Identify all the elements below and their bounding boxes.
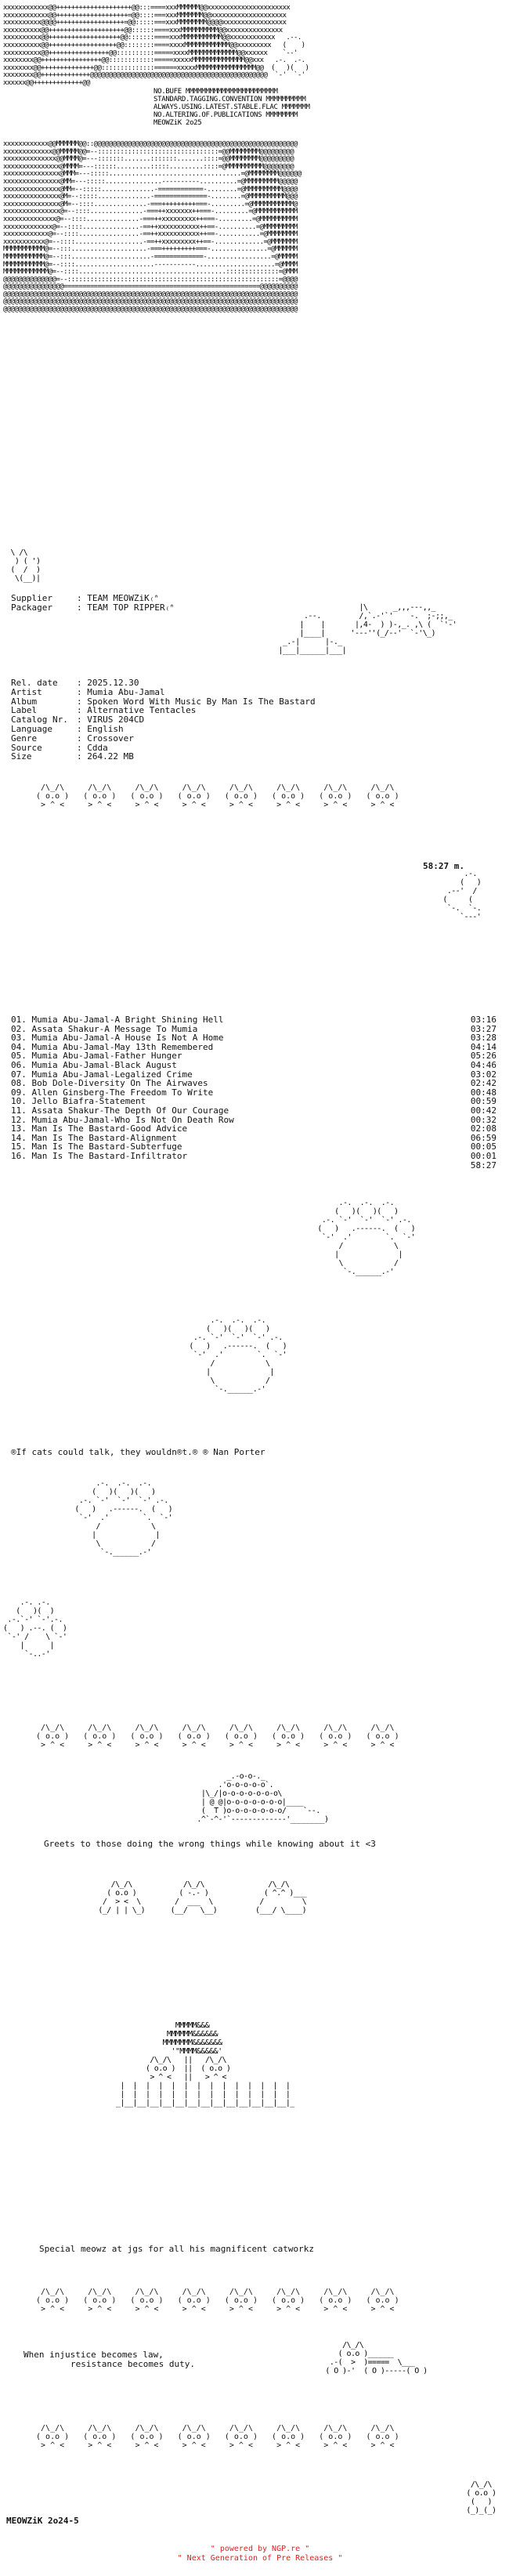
special-text: Special meowz at jgs for all his magnificent catworkz bbox=[39, 2244, 314, 2254]
track-title: Bob Dole-Diversity On The Airwaves bbox=[31, 1078, 208, 1089]
field-value: : English bbox=[77, 723, 124, 734]
footer-line-2: " Next Generation of Pre Releases " bbox=[177, 2554, 343, 2563]
track-title: Assata Shakur-A Message To Mumia bbox=[31, 1023, 198, 1034]
supplier-value: : TEAM MEOWZiK₍ᐢ bbox=[77, 593, 158, 603]
track-title: Man Is The Bastard-Subterfuge bbox=[31, 1141, 182, 1152]
greets-text: Greets to those doing the wrong things while knowing about it <3 bbox=[44, 1839, 376, 1849]
field-label: Rel. date bbox=[11, 678, 58, 688]
track-time: 00:05 bbox=[470, 1141, 497, 1152]
track-title: Man Is The Bastard-Good Advice bbox=[31, 1123, 188, 1134]
track-time: 00:42 bbox=[470, 1105, 497, 1116]
track-num: 08. bbox=[11, 1078, 27, 1089]
track-time: 02:08 bbox=[470, 1123, 497, 1134]
track-num: 06. bbox=[11, 1059, 27, 1070]
credits-block bbox=[11, 594, 174, 613]
release-info bbox=[11, 678, 316, 762]
tracklist-total: 58:27 bbox=[470, 1160, 497, 1170]
track-num: 04. bbox=[11, 1041, 27, 1052]
field-label: Size bbox=[11, 751, 32, 762]
track-title: Mumia Abu-Jamal-Black August bbox=[31, 1059, 177, 1070]
footer-line-1: " powered by NGP.re " bbox=[210, 2545, 310, 2553]
field-value: : Alternative Tentacles bbox=[77, 705, 197, 716]
signature: MEOWZiK 2o24-5 bbox=[6, 2516, 79, 2526]
field-value: : Mumia Abu-Jamal bbox=[77, 686, 165, 697]
cat-faces-row-4: /\_/\ /\_/\ /\_/\ /\_/\ /\_/\ /\_/\ /\_/\ /\_/\ ( o.o ) ( o.o ) ( o.o ) ( o.o ) ( o.o ) ( o.o ) ( o.o ) ( o.o ) > ^ < > ^ < > ^ < > ^ < > ^ < > ^ < > ^ < > ^ < bbox=[36, 2424, 399, 2450]
cat-faces-row-2: /\_/\ /\_/\ /\_/\ /\_/\ /\_/\ /\_/\ /\_/\ /\_/\ ( o.o ) ( o.o ) ( o.o ) ( o.o ) ( o.o ) ( o.o ) ( o.o ) ( o.o ) > ^ < > ^ < > ^ < > ^ < > ^ < > ^ < > ^ < > ^ < bbox=[36, 1724, 399, 1749]
track-title: Jello Biafra-Statement bbox=[31, 1096, 146, 1107]
field-value: : 2025.12.30 bbox=[77, 678, 139, 688]
track-time: 03:02 bbox=[470, 1069, 497, 1080]
supplier-label: Supplier bbox=[11, 593, 52, 603]
total-time: 58:27 m. bbox=[423, 861, 464, 871]
injustice-line-1: When injustice becomes law, bbox=[23, 2350, 164, 2360]
track-num: 09. bbox=[11, 1087, 27, 1098]
track-time: 03:28 bbox=[470, 1033, 497, 1044]
paw-print-art-1: .-. .-. .-. ( )( )( ) .-. `-' `-' `-' .-. ( ) .------. ( ) `-' .' `. `-' / \ | | \ / `-.______.-' bbox=[317, 1199, 416, 1276]
garden-cats-art: MMMMM&&& MMMMMM&&&&&& MMMMMMM&&&&&&& '"MMMM&&&&&' /\_/\ || /\_/\ ( o.o ) || ( o.o ) > ^ < || > ^ < | | | | | | | | | | | | | | | | | | | | | | | | | | | | _|__|__|__|__|__|__|__|__|__|__|__|__|__|_ bbox=[116, 2021, 294, 2107]
track-title: Allen Ginsberg-The Freedom To Write bbox=[31, 1087, 214, 1098]
corner-cat-art: /\_/\ ( o.o ) ( ) (_)_(_) bbox=[466, 2480, 497, 2515]
banner-line-1: NO.BUFE MMMMMMMMMMMMMMMMMMMMMMM bbox=[153, 88, 278, 96]
track-num: 02. bbox=[11, 1023, 27, 1034]
track-time: 00:59 bbox=[470, 1096, 497, 1107]
header-banner bbox=[153, 88, 310, 127]
banner-line-3: ALWAYS.USING.LATEST.STABLE.FLAC MMMMMMM bbox=[153, 103, 310, 111]
track-time: 03:27 bbox=[470, 1023, 497, 1034]
track-num: 12. bbox=[11, 1114, 27, 1125]
tracklist bbox=[11, 1015, 497, 1170]
track-time: 00:01 bbox=[470, 1150, 497, 1161]
track-title: Man Is The Bastard-Infiltrator bbox=[31, 1150, 188, 1161]
track-time: 03:16 bbox=[470, 1015, 497, 1025]
field-label: Label bbox=[11, 705, 38, 716]
track-title: Mumia Abu-Jamal-May 13th Remembered bbox=[31, 1041, 214, 1052]
packager-label: Packager bbox=[11, 602, 52, 613]
header-cat-art: xxxxxxxxxxxx@@MMMMMM@@::@@@@@@@@@@@@@@@@@@@@@@@@@@@@@@@@@@@@@@@@@@@@@@@@@@@@@@ xxxxxxxxxxxxx@@MMMMM@@=--::::::::::::::::::::::::::::::::=@@MMMMMMMM@@@@@@@@@ xxxxxxxxxxxxxx@@MMMM@=---:::::::.......:::::::.......::::=@@MMMMMMMM@@@@@@@@@ xxxxxxxxxxxxxxx@MMMM=---::::::.........:::::.........::::=@MMMMMMMMMM@@@@@@@@ xxxxxxxxxxxxxxx@MMM=---:::::...................................=@MMMMMMMM@@@@@@ xxxxxxxxxxxxxxx@MM=---:::::...............----------..........=@MMMMMMMMM@@@@@ xxxxxxxxxxxxxxx@MM=--:::::..............-============-........=@MMMMMMMMMM@@@@ xxxxxxxxxxxxxxx@M=--:::::..............-==============-........=@MMMMMMMMMM@@@ xxxxxxxxxxxxxxx@M=--::::..............-===+++++++++===-.........=@MMMMMMMMMMM@ xxxxxxxxxxxxxxx@=--::::..............-===++xxxxxxx++===-.........=@MMMMMMMMMMM xxxxxxxxxxxxxx@=--::::..............-===++xxxxxxxxx++===-.........=@MMMMMMMMMM xxxxxxxxxxxxx@=--::::...............-==++xxxxxxxxxxx++==-..........=@MMMMMMMMM xxxxxxxxxxxx@=--::::................-==++xxxxxxxxxxx++==-...........=@MMMMMMMM xxxxxxxxxxx@=--::::..................-==++xxxxxxxxx++==-.............=@MMMMMMM MMMMMMMMMMM@=--:::....................-===+++++++++===-...............=@MMMMMM MMMMMMMMMMM@=--:::.....................-=============-.................=@MMMMM MMMMMMMMMMM@=--::::.....................-----------.....................=@MMMM MMMMMMMMMMMM@=--::::.......................................::::::::::::::=@MMM @@@@@@@@@@@@@@=--::::::::::::::::::::::::::::::::::::::::::::::::::::::::=@@@@ @@@@@@@@@@@@@@@@====================================================@@@@@@@@@@ @@@@@@@@@@@@@@@@@@@@@@@@@@@@@@@@@@@@@@@@@@@@@@@@@@@@@@@@@@@@@@@@@@@@@@@@@@@@@@ @@@@@@@@@@@@@@@@@@@@@@@@@@@@@@@@@@@@@@@@@@@@@@@@@@@@@@@@@@@@@@@@@@@@@@@@@@@@@@ @@@@@@@@@@@@@@@@@@@@@@@@@@@@@@@@@@@@@@@@@@@@@@@@@@@@@@@@@@@@@@@@@@@@@@@@@@@@@@ bbox=[3, 140, 302, 314]
cat-faces-row-1: /\_/\ /\_/\ /\_/\ /\_/\ /\_/\ /\_/\ /\_/\ /\_/\ ( o.o ) ( o.o ) ( o.o ) ( o.o ) ( o.o ) ( o.o ) ( o.o ) ( o.o ) > ^ < > ^ < > ^ < > ^ < > ^ < > ^ < > ^ < > ^ < bbox=[36, 783, 399, 809]
track-num: 03. bbox=[11, 1033, 27, 1044]
track-time: 00:48 bbox=[470, 1087, 497, 1098]
field-label: Artist bbox=[11, 686, 42, 697]
track-num: 14. bbox=[11, 1132, 27, 1143]
banner-line-5: MEOWZiK 2o25 bbox=[153, 119, 202, 127]
field-value: : VIRUS 204CD bbox=[77, 715, 145, 725]
field-value: : Crossover bbox=[77, 733, 134, 743]
bike-cat-art: /\_/\ ( o.o )______ .-( > )===== \___ ( O )-' ( O )-----( O ) bbox=[325, 2341, 428, 2375]
track-num: 13. bbox=[11, 1123, 27, 1134]
track-title: Man Is The Bastard-Alignment bbox=[31, 1132, 177, 1143]
track-title: Mumia Abu-Jamal-A Bright Shining Hell bbox=[31, 1015, 224, 1025]
small-cat-art: \ /\ ) ( ') ( / ) \(__)| bbox=[10, 548, 41, 583]
track-num: 07. bbox=[11, 1069, 27, 1080]
track-title: Mumia Abu-Jamal-Father Hunger bbox=[31, 1051, 182, 1062]
track-num: 01. bbox=[11, 1015, 27, 1025]
field-value: : Cdda bbox=[77, 742, 108, 753]
field-label: Source bbox=[11, 742, 42, 753]
track-num: 16. bbox=[11, 1150, 27, 1161]
cat-faces-row-3: /\_/\ /\_/\ /\_/\ /\_/\ /\_/\ /\_/\ /\_/\ /\_/\ ( o.o ) ( o.o ) ( o.o ) ( o.o ) ( o.o ) ( o.o ) ( o.o ) ( o.o ) > ^ < > ^ < > ^ < > ^ < > ^ < > ^ < > ^ < > ^ < bbox=[36, 2288, 399, 2314]
injustice-line-2: resistance becomes duty. bbox=[70, 2359, 195, 2369]
track-time: 05:26 bbox=[470, 1051, 497, 1062]
three-cats-art: /\_/\ /\_/\ /\_/\ ( o.o ) ( -.- ) ( ^.^ )___ / > < \ / ___ \ / \ (_/ | | \_) (__/ \__) (___/ \____) bbox=[98, 1880, 307, 1915]
tracklist-total-row bbox=[11, 1161, 497, 1170]
banner-line-2: STANDARD.TAGGING.CONVENTION MMMMMMMMMM bbox=[153, 96, 306, 103]
banner-line-4: NO.ALTERING.OF.PUBLICATIONS MMMMMMMM bbox=[153, 111, 298, 119]
track-time: 04:46 bbox=[470, 1059, 497, 1070]
track-time: 04:14 bbox=[470, 1041, 497, 1052]
track-title: Assata Shakur-The Depth Of Our Courage bbox=[31, 1105, 229, 1116]
track-title: Mumia Abu-Jamal-Who Is Not On Death Row bbox=[31, 1114, 234, 1125]
track-num: 05. bbox=[11, 1051, 27, 1062]
track-title: Mumia Abu-Jamal-A House Is Not A Home bbox=[31, 1033, 224, 1044]
field-label: Album bbox=[11, 696, 38, 707]
track-num: 15. bbox=[11, 1141, 27, 1152]
tail-cat-art: .-. ( ) .--' / ( ( `-. `-. `---' bbox=[442, 870, 482, 921]
track-num: 10. bbox=[11, 1096, 27, 1107]
paw-print-art-4: .-. .-. ( )( ) .-.`-' `-'.-. ( ) .--. ( ) `-' / \ `-' | | `-..-' bbox=[3, 1598, 67, 1659]
footer bbox=[0, 2545, 520, 2563]
field-label: Catalog Nr. bbox=[11, 715, 68, 725]
track-time: 00:32 bbox=[470, 1114, 497, 1125]
track-time: 06:59 bbox=[470, 1132, 497, 1143]
paw-print-art-3: .-. .-. .-. ( )( )( ) .-. `-' `-' `-' .-. ( ) .------. ( ) `-' .' `. `-' / \ | | \ / `-.______.-' bbox=[74, 1479, 173, 1557]
field-value: : 264.22 MB bbox=[77, 751, 134, 762]
sleeping-cat-art: _.-o-o-._ .'o-o-o-o-o`. |\_/|o-o-o-o-o-o-o\ | @ @|o-o-o-o-o-o-o|____ ( T )o-o-o-o-o-o-o/ `--. .^`-^-'`-------------'________) bbox=[197, 1772, 329, 1824]
cats-quote: ®If cats could talk, they wouldn®t.® ® Nan Porter bbox=[11, 1447, 265, 1457]
packager-value: : TEAM TOP RIPPER₍ᐢ bbox=[77, 602, 174, 613]
paw-print-art-2: .-. .-. .-. ( )( )( ) .-. `-' `-' `-' .-. ( ) .------. ( ) `-' .' `. `-' / \ | | \ / `-.______.-' bbox=[189, 1316, 287, 1394]
injustice-quote bbox=[23, 2350, 195, 2369]
track-num: 11. bbox=[11, 1105, 27, 1116]
cat-computer-art: |\ _,,,---,,_ .--. /,`.-'`' -. ;-;;,_ | | |,4- ) )-,_. ,\ ( `'-' |____| '---''(_/--' `-'\_) _.-| |-._ |___|______|___| bbox=[278, 603, 457, 655]
track-title: Mumia Abu-Jamal-Legalized Crime bbox=[31, 1069, 193, 1080]
track-row bbox=[11, 1152, 497, 1161]
field-label: Language bbox=[11, 723, 52, 734]
field-label: Genre bbox=[11, 733, 38, 743]
header-ascii-art: xxxxxxxxxxxx@@++++++++++++++++++++@@:::====xxxMMMMMM@@xxxxxxxxxxxxxxxxxxxxxx xxxxxxxxxxxx@@+++++++++++++++++++=@@::::===xxxMMMMMMM@@xxxxxxxxxxxxxxxxxxxx xxxxxxxxxx@@@@++++++++++++++++++=@@:::::===xxxMMMMMMMM@@@@xxxxxxxxxxxxxxxxx xxxxxxxxxx@@++++++++++++++++++++@@::::::====xxxMMMMMMMMMM@@xxxxxxxxxxxxxxx xxxxxxxxxx@@+++++++++++++++++++@@:::::::====xxxMMMMMMMMMMM@@xxxxxxxxxxxx .--. xxxxxxxxxx@@++++++++++++++++++@@::::::::====xxxxMMMMMMMMMMMM@@xxxxxxxxx ( ) xxxxxxxxxx@@++++++++++++++++@@::::::::::=====xxxxMMMMMMMMMMMMM@@xxxxxx `--' xxxxxxxx@@++++++++++++++++@@::::::::::::=====xxxxxMMMMMMMMMMMMMM@@xxx .-. .-. xxxxxxxx@@++++++++++++++@@::::::::::::::======xxxxxMMMMMMMMMMMMMMMM@@ ( )( ) xxxxxxxx@@+++++++++++++@@@@@@@@@@@@@@@@@@@@@@@@@@@@@@@@@@@@@@@@@@@@@@@ `-' `-' xxxxxx@@+++++++++++++@@ bbox=[3, 4, 309, 87]
track-time: 02:42 bbox=[470, 1078, 497, 1089]
field-value: : Spoken Word With Music By Man Is The Bastard bbox=[77, 696, 316, 707]
